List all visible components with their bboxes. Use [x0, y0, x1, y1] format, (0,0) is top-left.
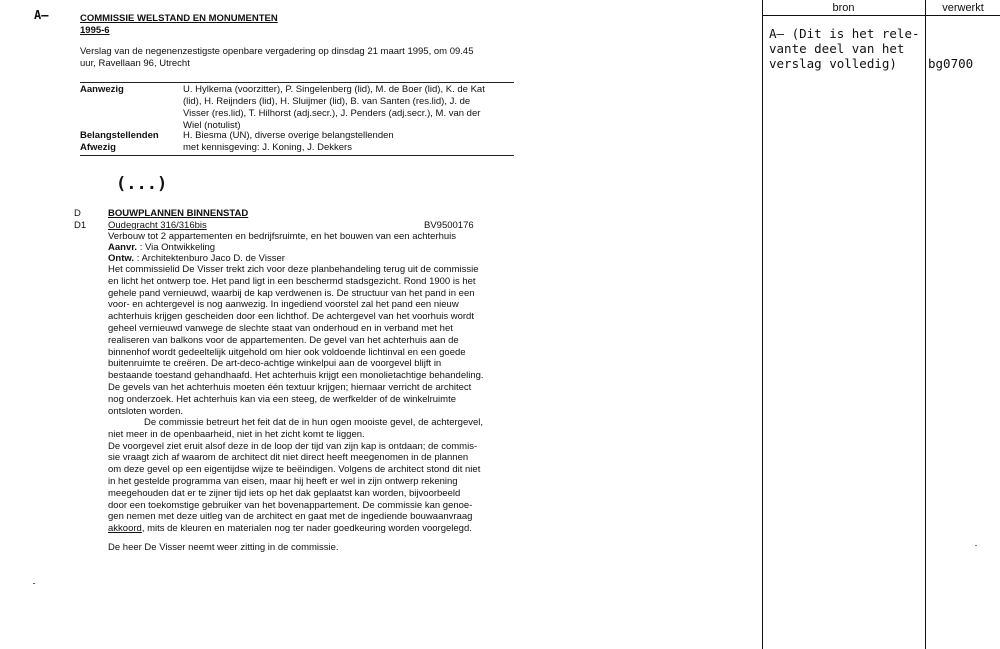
sidebar-note-line: verslag volledig): [769, 56, 897, 71]
aanwezig-line: Wiel (notulist): [183, 120, 241, 131]
attendance-top-rule: [80, 82, 514, 83]
sidebar-note-line: A– (Dit is het rele-: [769, 26, 920, 41]
document-subtitle-line2: uur, Ravellaan 96, Utrecht: [80, 58, 190, 69]
aanvrager-label: Aanvr.: [108, 242, 138, 253]
sidebar-note: [769, 26, 920, 71]
body-line: meegehouden dat er te zijner tijd iets op het dak geplaatst kan worden, bijvoorbeeld: [108, 487, 461, 499]
decision-rest: , mits de kleuren en materialen nog ter nader goedkeuring worden voorgelegd.: [141, 523, 472, 535]
decision-keyword: akkoord: [108, 523, 142, 535]
afwezig-label: Afwezig: [80, 142, 116, 153]
margin-tag: A–: [34, 8, 49, 22]
body-paragraph-2: [108, 417, 483, 535]
sidebar-header-rule: [762, 15, 1000, 16]
body-line: sie vraagt zich af waarom de architect dit niet direct heeft meegenomen in de plannen: [108, 452, 469, 464]
body-line: geheel vernieuwd vanwege de slechte staat van onderhoud en in verband met het: [108, 322, 453, 334]
body-line: buitenruimte te creëren. De art-deco-achtige winkelpui aan de voorgevel blijft in: [108, 358, 442, 370]
body-line: realiseren van balkons voor de appartementen. De gevel van het achterhuis aan de: [108, 334, 459, 346]
section-title: BOUWPLANNEN BINNENSTAD: [108, 208, 249, 219]
body-line: nog onderzoek. Het achterhuis kan via een steeg, de werfkelder of de winkelruimte: [108, 393, 457, 405]
body-line: voor- en achtergevel is nog aanwezig. In ingediend voorstel zal het pand een nieuw: [108, 299, 459, 311]
body-line: ontsloten worden.: [108, 405, 183, 417]
body-line: achterhuis krijgen gescheiden door een lichthof. De achtergevel van het voorhuis wordt: [108, 311, 474, 323]
ontwerper-value: : Architektenburo Jaco D. de Visser: [136, 253, 285, 264]
body-paragraph-1: [108, 264, 484, 417]
document-subtitle-line1: Verslag van de negenenzestigste openbare vergadering op dinsdag 21 maart 1995, om 09.45: [80, 46, 474, 57]
body-line: door een toekomstige gebruiker van het bovenappartement. De commissie kan genoe-: [108, 499, 473, 511]
aanwezig-list: [183, 84, 485, 132]
body-line: in het gestelde programma van eisen, maar hij heeft er wel in zijn ontwerp rekening: [108, 475, 458, 487]
aanvrager-value: : Via Ontwikkeling: [139, 242, 216, 253]
section-code: D: [74, 208, 81, 219]
scan-speck: [33, 583, 35, 584]
aanwezig-line: (lid), H. Reijnders (lid), H. Sluijmer (lid), B. van Santen (res.lid), J. de: [183, 96, 471, 107]
item-title: Oudegracht 316/316bis: [108, 220, 207, 231]
body-line: om deze gevel op een eigentijdse wijze te beëindigen. Volgens de architect stond dit niet: [108, 464, 481, 476]
item-description: Verbouw tot 2 appartementen en bedrijfsruimte, en het bouwen van een achterhuis: [108, 231, 457, 242]
ontwerper-label: Ontw.: [108, 253, 135, 264]
belangstellenden-value: H. Biesma (UN), diverse overige belangstellenden: [183, 130, 394, 141]
afwezig-value: met kennisgeving: J. Koning, J. Dekkers: [183, 142, 352, 153]
decision-line: [108, 523, 483, 535]
belangstellenden-label: Belangstellenden: [80, 130, 159, 141]
closing-line: De heer De Visser neemt weer zitting in de commissie.: [108, 542, 339, 553]
item-reference: BV9500176: [424, 220, 474, 231]
body-line: Het commissielid De Visser trekt zich voor deze planbehandeling terug uit de commissie: [108, 264, 479, 275]
body-line: De gevels van het achterhuis moeten één textuur krijgen; hiernaar verricht de architect: [108, 381, 472, 393]
attendance-bottom-rule: [80, 155, 514, 156]
omission-marker: (...): [116, 174, 168, 194]
body-line: De commissie betreurt het feit dat de in hun ogen mooiste gevel, de achtergevel,: [144, 417, 484, 428]
sidebar-left-border: [762, 0, 763, 649]
body-line: gehele pand vernieuwd, waarbij de kap verdwenen is. De structuur van het pand in een: [108, 287, 475, 299]
sidebar-note-line: vante deel van het: [769, 41, 905, 56]
sidebar-code: bg0700: [928, 56, 974, 71]
aanwezig-line: Visser (res.lid), T. Hilhorst (adj.secr.), J. Penders (adj.secr.), M. van der: [183, 108, 481, 119]
item-code: D1: [74, 220, 87, 231]
body-line: gen nemen met deze uitleg van de architect en gaat met de ingediende bouwaanvraag: [108, 511, 473, 523]
aanwezig-line: U. Hylkema (voorzitter), P. Singelenberg (lid), M. de Boer (lid), K. de Kat: [183, 84, 485, 95]
body-line: De voorgevel ziet eruit alsof deze in de loop der tijd van zijn kap is ontdaan; de commis-: [108, 440, 478, 452]
scan-speck: [975, 545, 977, 546]
body-line: niet meer in de openbaarheid, niet in het zicht komt te liggen.: [108, 428, 365, 440]
body-line: bestaande toestand gehandhaafd. Het achterhuis krijgt een monolietachtige behandeling.: [108, 370, 484, 382]
sidebar-col-verwerkt-header: verwerkt: [942, 2, 984, 14]
document-number: 1995-6: [80, 25, 110, 36]
sidebar-column-divider: [925, 0, 926, 649]
aanwezig-label: Aanwezig: [80, 84, 124, 95]
document-title: COMMISSIE WELSTAND EN MONUMENTEN: [80, 13, 278, 24]
sidebar-col-bron-header: bron: [832, 2, 855, 14]
body-line: binnenhof wordt gedeeltelijk uitgehold om hier ook voldoende lichtinval en een goede: [108, 346, 466, 358]
body-line: en licht het ontwerp toe. Het pand ligt in een beschermd stadsgezicht. Rond 1900 is het: [108, 275, 476, 287]
